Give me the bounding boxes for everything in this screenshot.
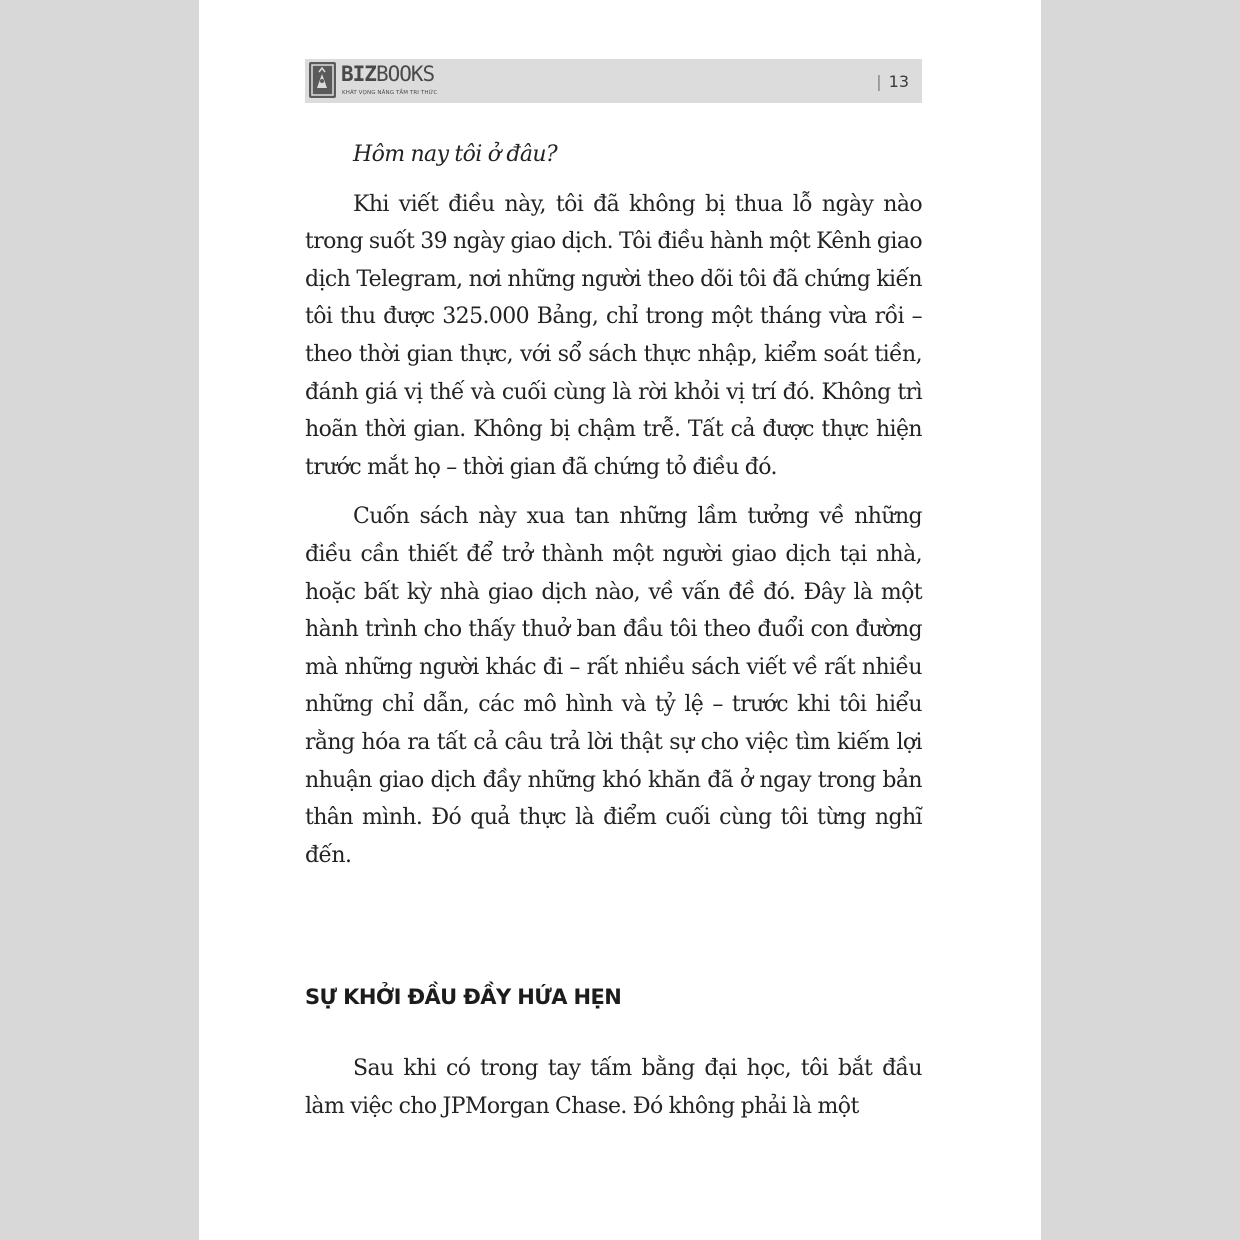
body-text	[305, 136, 922, 874]
brand-light: BOOKS	[375, 62, 435, 86]
page-header	[305, 59, 922, 103]
bizbooks-logo-icon	[309, 62, 336, 98]
italic-question: Hôm nay tôi ở đâu?	[353, 142, 558, 167]
paragraph-1: Khi viết điều này, tôi đã không bị thua lỗ ngày nào trong suốt 39 ngày giao dịch. Tôi điều hành một Kênh giao dịch Telegram, nơi những người theo dõi tôi đã chứng kiến tôi thu được 325.000 Bảng, chỉ trong một tháng vừa rồi – theo thời gian thực, với sổ sách thực nhập, kiểm soát tiền, đánh giá vị thế và cuối cùng là rời khỏi vị trí đó. Không trì hoãn thời gian. Không bị chậm trễ. Tất cả được thực hiện trước mắt họ – thời gian đã chứng tỏ điều đó.	[305, 191, 922, 480]
brand-name	[341, 61, 434, 87]
body-text-continued	[305, 1050, 922, 1125]
brand-tagline: KHÁT VỌNG NÂNG TẦM TRI THỨC	[342, 90, 438, 96]
section-heading: SỰ KHỞI ĐẦU ĐẦY HỨA HẸN	[305, 985, 622, 1009]
brand-bold: BIZ	[341, 62, 376, 86]
page-number-value: 13	[888, 72, 909, 91]
paragraph-2: Cuốn sách này xua tan những lầm tưởng về những điều cần thiết để trở thành một người giao dịch tại nhà, hoặc bất kỳ nhà giao dịch nào, về vấn đề đó. Đây là một hành trình cho thấy thuở ban đầu tôi theo đuổi con đường mà những người khác đi – rất nhiều sách viết về rất nhiều những chỉ dẫn, các mô hình và tỷ lệ – trước khi tôi hiểu rằng hóa ra tất cả câu trả lời thật sự cho việc tìm kiếm lợi nhuận giao dịch đầy những khó khăn đã ở ngay trong bản thân mình. Đó quả thực là điểm cuối cùng tôi từng nghĩ đến.	[305, 504, 922, 868]
page-number-separator: |	[876, 72, 882, 91]
book-page	[199, 0, 1041, 1240]
paragraph-3: Sau khi có trong tay tấm bằng đại học, tôi bắt đầu làm việc cho JPMorgan Chase. Đó không phải là một	[305, 1056, 922, 1119]
page-number	[876, 72, 909, 92]
